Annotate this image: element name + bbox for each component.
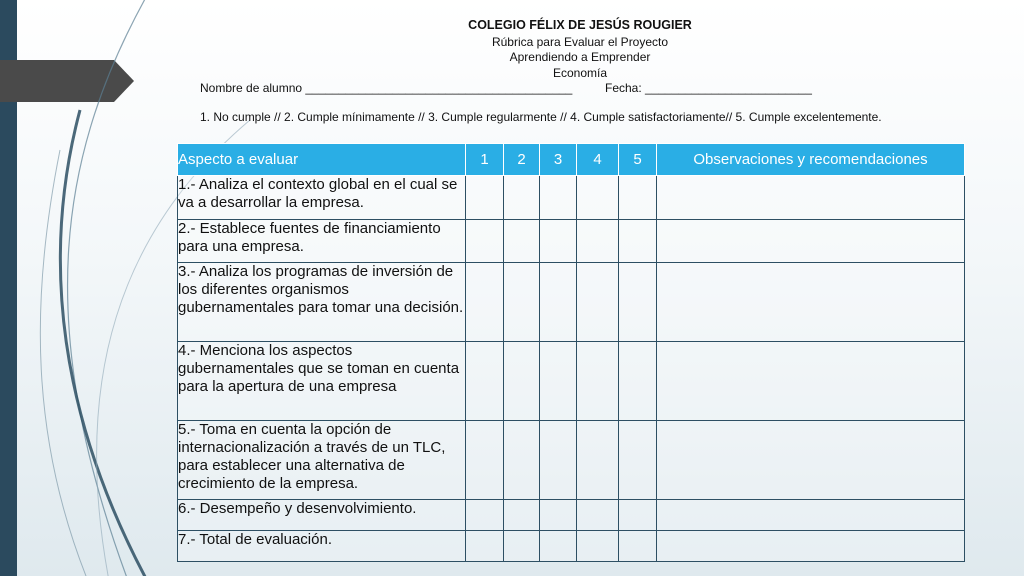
header-score-4: 4	[577, 144, 619, 176]
header-score-3: 3	[540, 144, 577, 176]
score-cell[interactable]	[540, 176, 577, 220]
score-cell[interactable]	[504, 531, 540, 562]
score-cell[interactable]	[540, 263, 577, 342]
observations-cell[interactable]	[657, 220, 965, 263]
student-name-field: Nombre de alumno ________________________________________	[200, 81, 573, 95]
score-cell[interactable]	[504, 176, 540, 220]
score-cell[interactable]	[577, 500, 619, 531]
score-cell[interactable]	[504, 500, 540, 531]
score-cell[interactable]	[504, 220, 540, 263]
score-cell[interactable]	[466, 342, 504, 421]
table-row	[178, 220, 965, 263]
score-cell[interactable]	[466, 176, 504, 220]
score-cell[interactable]	[577, 531, 619, 562]
table-row	[178, 500, 965, 531]
aspect-cell: 6.- Desempeño y desenvolvimiento.	[178, 500, 466, 531]
project-name: Aprendiendo a Emprender	[509, 50, 651, 64]
score-cell[interactable]	[619, 263, 657, 342]
score-cell[interactable]	[466, 531, 504, 562]
table-row	[178, 176, 965, 220]
table-row	[178, 263, 965, 342]
table-header-row	[178, 144, 965, 176]
score-cell[interactable]	[540, 342, 577, 421]
header-observations: Observaciones y recomendaciones	[657, 144, 965, 176]
header-aspect: Aspecto a evaluar	[178, 144, 466, 176]
score-cell[interactable]	[577, 176, 619, 220]
rubric-table	[177, 143, 965, 562]
grading-scale: 1. No cumple // 2. Cumple mínimamente // 3. Cumple regularmente // 4. Cumple satisfactoriamente// 5. Cumple excelentemente.	[200, 110, 882, 124]
table-row	[178, 531, 965, 562]
score-cell[interactable]	[540, 220, 577, 263]
score-cell[interactable]	[466, 220, 504, 263]
score-cell[interactable]	[619, 421, 657, 500]
header-score-5: 5	[619, 144, 657, 176]
score-cell[interactable]	[504, 263, 540, 342]
score-cell[interactable]	[619, 342, 657, 421]
header-score-1: 1	[466, 144, 504, 176]
score-cell[interactable]	[540, 500, 577, 531]
aspect-cell: 1.- Analiza el contexto global en el cual se va a desarrollar la empresa.	[178, 176, 466, 220]
rubric-subtitle: Rúbrica para Evaluar el Proyecto	[491, 35, 669, 49]
score-cell[interactable]	[619, 500, 657, 531]
date-field: Fecha: _________________________	[605, 81, 812, 95]
aspect-cell: 4.- Menciona los aspectos gubernamentales que se toman en cuenta para la apertura de una empresa	[178, 342, 466, 421]
score-cell[interactable]	[466, 421, 504, 500]
score-cell[interactable]	[577, 421, 619, 500]
aspect-cell: 5.- Toma en cuenta la opción de internacionalización a través de un TLC, para establecer una alternativa de crecimiento de la empresa.	[178, 421, 466, 500]
school-title: COLEGIO FÉLIX DE JESÚS ROUGIER	[468, 18, 692, 32]
score-cell[interactable]	[540, 531, 577, 562]
observations-cell[interactable]	[657, 176, 965, 220]
observations-cell[interactable]	[657, 531, 965, 562]
header-score-2: 2	[504, 144, 540, 176]
score-cell[interactable]	[504, 342, 540, 421]
score-cell[interactable]	[619, 176, 657, 220]
score-cell[interactable]	[577, 263, 619, 342]
score-cell[interactable]	[619, 220, 657, 263]
aspect-cell: 7.- Total de evaluación.	[178, 531, 466, 562]
observations-cell[interactable]	[657, 421, 965, 500]
score-cell[interactable]	[540, 421, 577, 500]
score-cell[interactable]	[466, 500, 504, 531]
observations-cell[interactable]	[657, 342, 965, 421]
score-cell[interactable]	[577, 342, 619, 421]
score-cell[interactable]	[466, 263, 504, 342]
observations-cell[interactable]	[657, 263, 965, 342]
table-row	[178, 421, 965, 500]
observations-cell[interactable]	[657, 500, 965, 531]
aspect-cell: 3.- Analiza los programas de inversión de los diferentes organismos gubernamentales para tomar una decisión.	[178, 263, 466, 342]
table-row	[178, 342, 965, 421]
aspect-cell: 2.- Establece fuentes de financiamiento para una empresa.	[178, 220, 466, 263]
score-cell[interactable]	[504, 421, 540, 500]
subject-name: Economía	[552, 66, 608, 80]
score-cell[interactable]	[619, 531, 657, 562]
score-cell[interactable]	[577, 220, 619, 263]
